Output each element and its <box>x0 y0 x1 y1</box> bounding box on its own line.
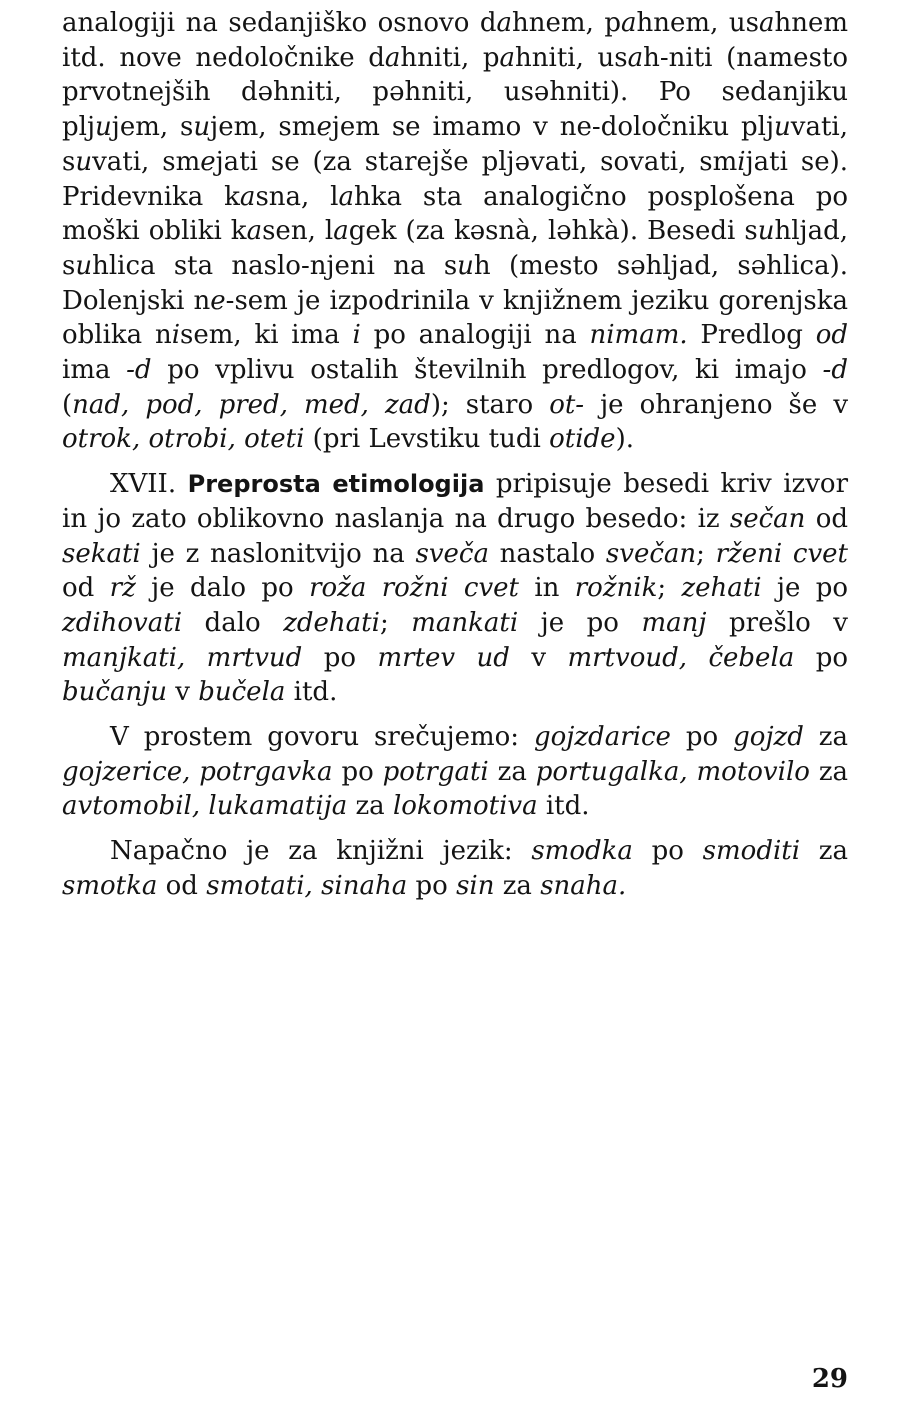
text-run: hlica sta naslo-njeni na s <box>92 250 458 281</box>
italic-text: mrtvoud, čebela <box>567 642 795 673</box>
italic-text: -d <box>126 355 152 386</box>
italic-text: zdihovati <box>62 607 183 638</box>
text-run: vati, sm <box>92 146 201 177</box>
text-run: (pri Levstiku tudi <box>304 424 550 455</box>
text-run: ); staro <box>430 389 550 420</box>
text-run: h-niti (namesto prvotnejših dəhniti, pəhniti, usəhniti). Po sedanjiku plj <box>62 42 849 143</box>
text-run: Napačno je za knjižni jezik: <box>110 836 532 867</box>
italic-text: gojzdarice <box>534 722 671 753</box>
text-run: od <box>62 573 110 604</box>
italic-text: a <box>496 8 513 38</box>
text-run: po <box>670 722 734 753</box>
text-run: sen, l <box>262 216 334 247</box>
text-run: za <box>809 756 849 787</box>
italic-text: i <box>171 320 181 351</box>
text-run: hniti, us <box>515 42 628 73</box>
text-run: ( <box>62 389 73 420</box>
text-run: ; <box>657 573 682 604</box>
text-run: ; <box>696 538 716 569</box>
text-run: hniti, p <box>400 42 500 73</box>
text-run: dalo <box>182 607 284 638</box>
italic-text: u <box>193 112 211 143</box>
italic-text: -d <box>822 355 848 386</box>
paragraph <box>62 834 848 903</box>
text-run: je po <box>761 573 849 604</box>
text-run: za <box>800 836 848 867</box>
body-text <box>62 6 848 904</box>
text-run: po vplivu ostalih številnih predlogov, ki imajo <box>151 355 823 386</box>
italic-text: nad, pod, pred, med, zad <box>72 389 431 420</box>
italic-text: u <box>757 216 775 247</box>
italic-text: smodka <box>531 836 633 867</box>
text-run: hnem, us <box>636 8 759 38</box>
italic-text: manjkati, mrtvud <box>62 642 303 673</box>
text-run: XVII. <box>110 469 188 500</box>
text-run: V prostem govoru srečujemo: <box>110 722 534 753</box>
italic-text: rženi cvet <box>715 538 848 569</box>
paragraph <box>62 6 848 457</box>
italic-text: sin <box>456 870 495 901</box>
page-number: 29 <box>811 1364 848 1394</box>
italic-text: gojzerice, potrgavka <box>62 756 333 787</box>
text-run: od <box>805 503 848 534</box>
italic-text: rž <box>109 573 136 604</box>
italic-text: a <box>627 42 644 73</box>
italic-text: zehati <box>681 573 762 604</box>
text-run: nastalo <box>488 538 606 569</box>
italic-text: smoditi <box>702 836 801 867</box>
text-run: pripisuje besedi kriv izvor in jo zato oblikovno naslanja na drugo besedo: iz <box>62 469 849 534</box>
italic-text: otide <box>549 424 616 455</box>
text-run: hka sta analogično posplošena po moški obliki k <box>62 181 849 247</box>
text-run: analogiji na sedanjiško osnovo d <box>62 8 497 38</box>
italic-text: i <box>737 146 746 177</box>
text-run: jati se). Pridevnika k <box>62 146 848 212</box>
text-run: hnem itd. nove nedoločnike d <box>62 8 848 73</box>
italic-text: a <box>246 216 263 247</box>
italic-text: avtomobil, lukamatija <box>62 791 348 822</box>
text-run: po analogiji na <box>360 320 590 351</box>
italic-text: e <box>316 112 332 143</box>
italic-text: a <box>338 181 355 212</box>
italic-text: otrok, otrobi, oteti <box>62 424 305 455</box>
italic-text: snaha. <box>540 870 627 901</box>
text-run: h (mesto səhljad, səhlica). Dolenjski n <box>62 250 848 316</box>
italic-text: e <box>200 146 216 177</box>
italic-text: gojzd <box>733 722 804 753</box>
text-run: za <box>494 870 541 901</box>
bold-term: Preprosta etimologija <box>187 470 485 499</box>
italic-text: u <box>75 146 93 177</box>
italic-text: i <box>352 320 361 351</box>
text-run: hnem, p <box>512 8 622 38</box>
italic-text: u <box>457 250 474 281</box>
text-run: v <box>167 677 199 708</box>
paragraph <box>62 467 848 710</box>
italic-text: e <box>210 285 226 316</box>
italic-text: u <box>75 250 93 281</box>
text-run: po <box>302 642 378 673</box>
text-run: itd. <box>285 677 338 708</box>
paragraph <box>62 720 848 824</box>
text-run: prešlo v <box>706 607 848 638</box>
italic-text: sveča <box>415 538 489 569</box>
italic-text: u <box>774 112 791 143</box>
italic-text: portugalka, motovilo <box>535 756 810 787</box>
italic-text: potrgati <box>382 756 489 787</box>
text-run: ima <box>62 355 127 386</box>
italic-text: sekati <box>62 538 141 569</box>
text-run: sem, ki ima <box>180 320 353 351</box>
text-run: od <box>157 870 207 901</box>
text-run: po <box>407 870 457 901</box>
text-run: jati se (za starejše pljəvati, sovati, sm <box>215 146 738 177</box>
italic-text: manj <box>641 607 707 638</box>
text-run: itd. <box>537 791 590 822</box>
text-run: jem se imamo v ne-določniku plj <box>331 112 775 143</box>
text-run: za <box>803 722 849 753</box>
text-run: je z naslonitvijo na <box>140 538 416 569</box>
italic-text: ot- <box>549 389 585 420</box>
text-run: je dalo po <box>135 573 310 604</box>
italic-text: svečan <box>605 538 697 569</box>
text-run: po <box>794 642 849 673</box>
italic-text: smotka <box>62 870 158 901</box>
text-run: je ohranjeno še v <box>584 389 849 420</box>
text-run: za <box>347 791 393 822</box>
text-run: po <box>632 836 703 867</box>
text-run: po <box>332 756 383 787</box>
italic-text: a <box>239 181 256 212</box>
text-run: gek (za kəsnà, ləhkà). Besedi s <box>348 216 758 247</box>
italic-text: mrtev ud <box>377 642 510 673</box>
text-run: jem, sm <box>210 112 317 143</box>
italic-text: roža rožni cvet <box>309 573 519 604</box>
italic-text: a <box>758 8 775 38</box>
italic-text: lokomotiva <box>392 791 538 822</box>
italic-text: bučela <box>198 677 286 708</box>
italic-text: a <box>384 42 401 73</box>
text-run: za <box>488 756 536 787</box>
italic-text: a <box>621 8 637 38</box>
text-run: sna, l <box>255 181 339 212</box>
italic-text: a <box>333 216 349 247</box>
text-run: -sem je izpodrinila v knjižnem jeziku gorenjska oblika n <box>62 285 849 351</box>
text-run: jem, s <box>111 112 194 143</box>
text-run: vati, s <box>62 112 848 177</box>
text-run: ; <box>379 607 412 638</box>
italic-text: u <box>95 112 112 143</box>
italic-text: od <box>815 320 849 351</box>
text-run: v <box>509 642 568 673</box>
italic-text: mankati <box>411 607 519 638</box>
text-run: je po <box>518 607 642 638</box>
text-run: hljad, s <box>62 216 848 281</box>
italic-text: zdehati <box>283 607 380 638</box>
italic-text: bučanju <box>62 677 168 708</box>
italic-text: rožnik <box>574 573 658 604</box>
italic-text: a <box>499 42 516 73</box>
italic-text: sečan <box>729 503 806 534</box>
text-run: Predlog <box>687 320 816 351</box>
text-run: in <box>518 573 575 604</box>
italic-text: nimam. <box>589 320 688 351</box>
text-run: ). <box>615 424 634 455</box>
italic-text: smotati, sinaha <box>206 870 408 901</box>
